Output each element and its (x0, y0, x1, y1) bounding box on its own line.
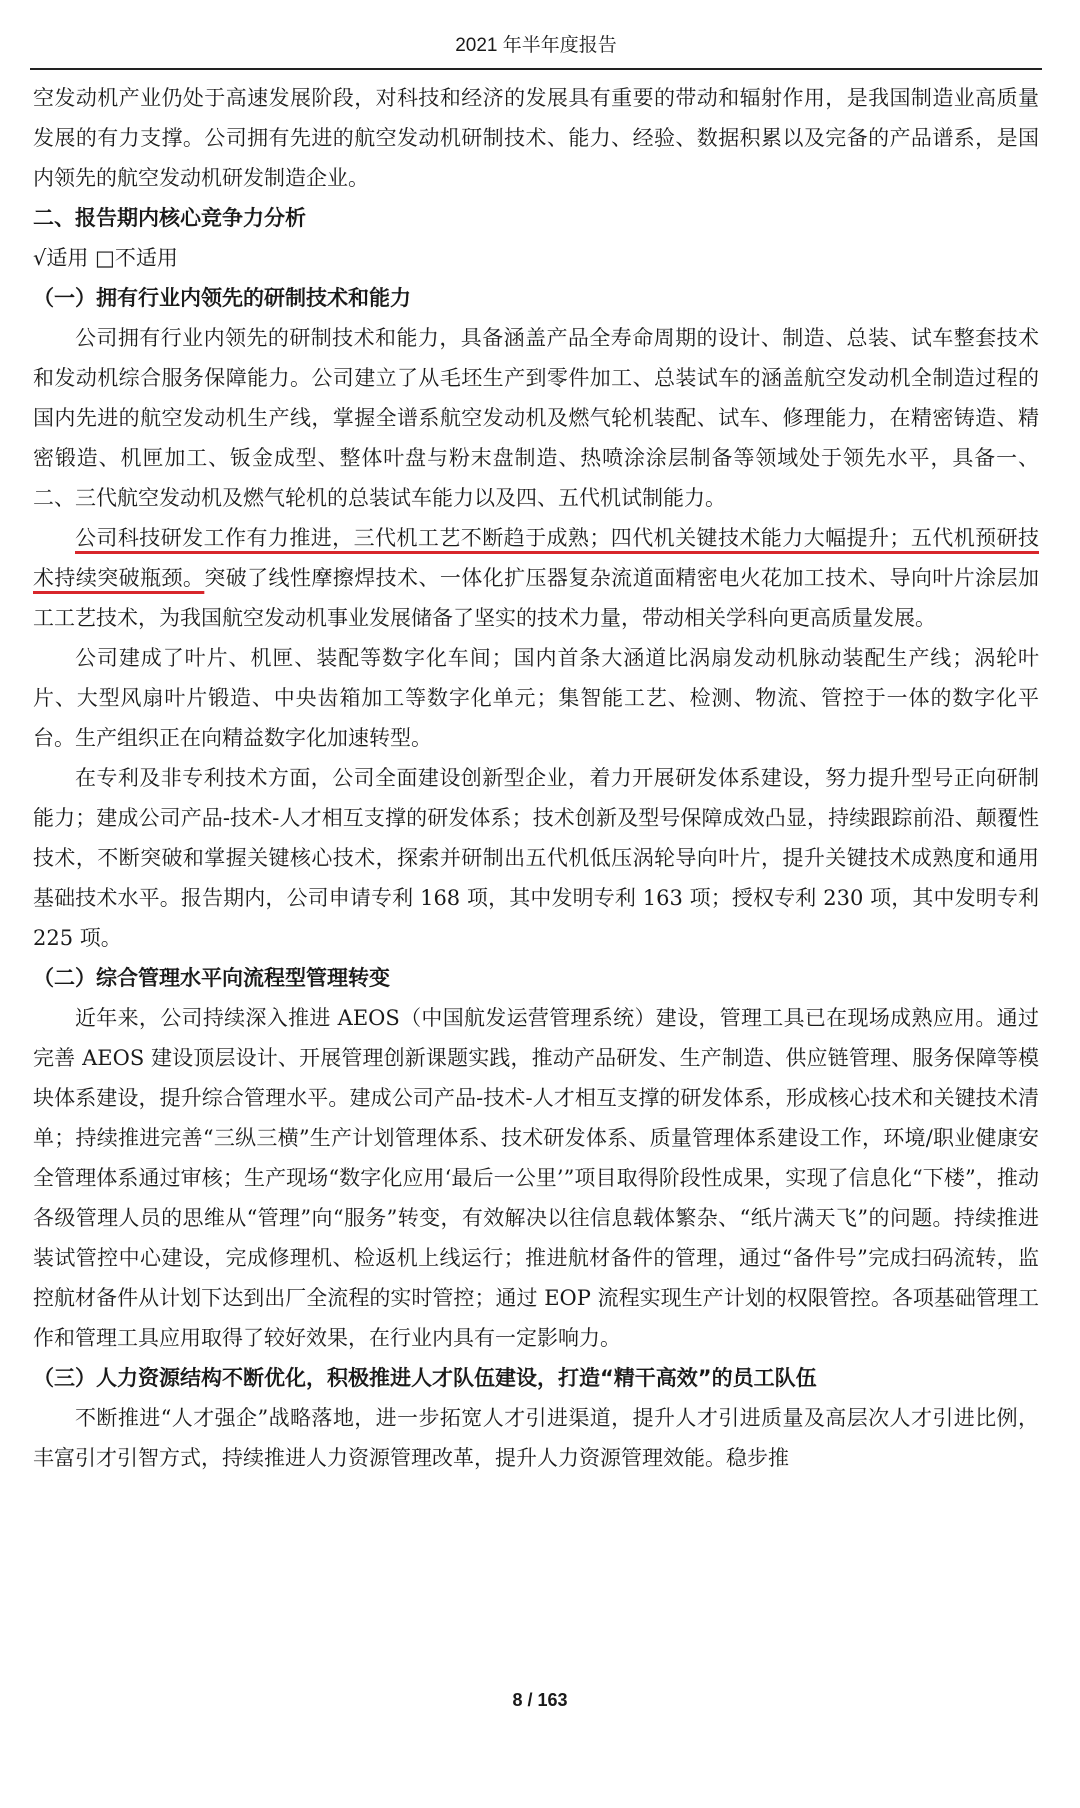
page-number: 8 / 163 (512, 1690, 568, 1710)
sub1-paragraph-4: 在专利及非专利技术方面，公司全面建设创新型企业，着力开展研发体系建设，努力提升型号正向研制能力；建成公司产品-技术-人才相互支撑的研发体系；技术创新及型号保障成效凸显，持续跟踪前沿、颠覆性技术，不断突破和掌握关键核心技术，探索并研制出五代机低压涡轮导向叶片，提升关键技术成熟度和通用基础技术水平。报告期内，公司申请专利 168 项，其中发明专利 163 项；授权专利 230 项，其中发明专利 225 项。 (33, 766, 1039, 950)
subsection-2-heading: （二）综合管理水平向流程型管理转变 (33, 966, 390, 990)
page-header (30, 28, 1042, 70)
underlined-highlight: 公司科技研发工作有力推进，三代机工艺不断趋于成熟；四代机关键技术能力大幅提升；五代机预研技术持续突破瓶颈。 (33, 526, 1039, 590)
report-title: 2021 年半年度报告 (455, 35, 617, 56)
sub1-paragraph-3: 公司建成了叶片、机匣、装配等数字化车间；国内首条大涵道比涡扇发动机脉动装配生产线；涡轮叶片、大型风扇叶片锻造、中央齿箱加工等数字化单元；集智能工艺、检测、物流、管控于一体的数字化平台。生产组织正在向精益数字化加速转型。 (33, 646, 1039, 750)
intro-paragraph: 空发动机产业仍处于高速发展阶段，对科技和经济的发展具有重要的带动和辐射作用，是我国制造业高质量发展的有力支撑。公司拥有先进的航空发动机研制技术、能力、经验、数据积累以及完备的产品谱系，是国内领先的航空发动机研发制造企业。 (33, 86, 1039, 190)
sub1-paragraph-2 (33, 518, 1039, 638)
subsection-3-heading: （三）人力资源结构不断优化，积极推进人才队伍建设，打造“精干高效”的员工队伍 (33, 1366, 817, 1390)
sub1-paragraph-1: 公司拥有行业内领先的研制技术和能力，具备涵盖产品全寿命周期的设计、制造、总装、试车整套技术和发动机综合服务保障能力。公司建立了从毛坯生产到零件加工、总装试车的涵盖航空发动机全制造过程的国内先进的航空发动机生产线，掌握全谱系航空发动机及燃气轮机装配、试车、修理能力，在精密铸造、精密锻造、机匣加工、钣金成型、整体叶盘与粉末盘制造、热喷涂涂层制备等领域处于领先水平，具备一、二、三代航空发动机及燃气轮机的总装试车能力以及四、五代机试制能力。 (33, 326, 1039, 510)
sub3-paragraph-1: 不断推进“人才强企”战略落地，进一步拓宽人才引进渠道，提升人才引进质量及高层次人才引进比例，丰富引才引智方式，持续推进人力资源管理改革，提升人力资源管理效能。稳步推 (33, 1406, 1039, 1470)
applicability-checkbox-line: √适用 □不适用 (33, 246, 178, 270)
subsection-1-heading: （一）拥有行业内领先的研制技术和能力 (33, 286, 411, 310)
sub2-paragraph-1: 近年来，公司持续深入推进 AEOS（中国航发运营管理系统）建设，管理工具已在现场成熟应用。通过完善 AEOS 建设顶层设计、开展管理创新课题实践，推动产品研发、生产制造、供应链管理、服务保障等模块体系建设，提升综合管理水平。建成公司产品-技术-人才相互支撑的研发体系，形成核心技术和关键技术清单；持续推进完善“三纵三横”生产计划管理体系、技术研发体系、质量管理体系建设工作，环境/职业健康安全管理体系通过审核；生产现场“数字化应用‘最后一公里’”项目取得阶段性成果，实现了信息化“下楼”，推动各级管理人员的思维从“管理”向“服务”转变，有效解决以往信息载体繁杂、“纸片满天飞”的问题。持续推进装试管控中心建设，完成修理机、检返机上线运行；推进航材备件的管理，通过“备件号”完成扫码流转，监控航材备件从计划下达到出厂全流程的实时管控；通过 EOP 流程实现生产计划的权限管控。各项基础管理工作和管理工具应用取得了较好效果，在行业内具有一定影响力。 (33, 1006, 1039, 1350)
section-2-heading: 二、报告期内核心竞争力分析 (33, 206, 306, 230)
document-body (33, 78, 1039, 1478)
sub1-paragraph-2-rest: 突破了线性摩擦焊技术、一体化扩压器复杂流道面精密电火花加工技术、导向叶片涂层加工工艺技术，为我国航空发动机事业发展储备了坚实的技术力量，带动相关学科向更高质量发展。 (33, 566, 1040, 630)
